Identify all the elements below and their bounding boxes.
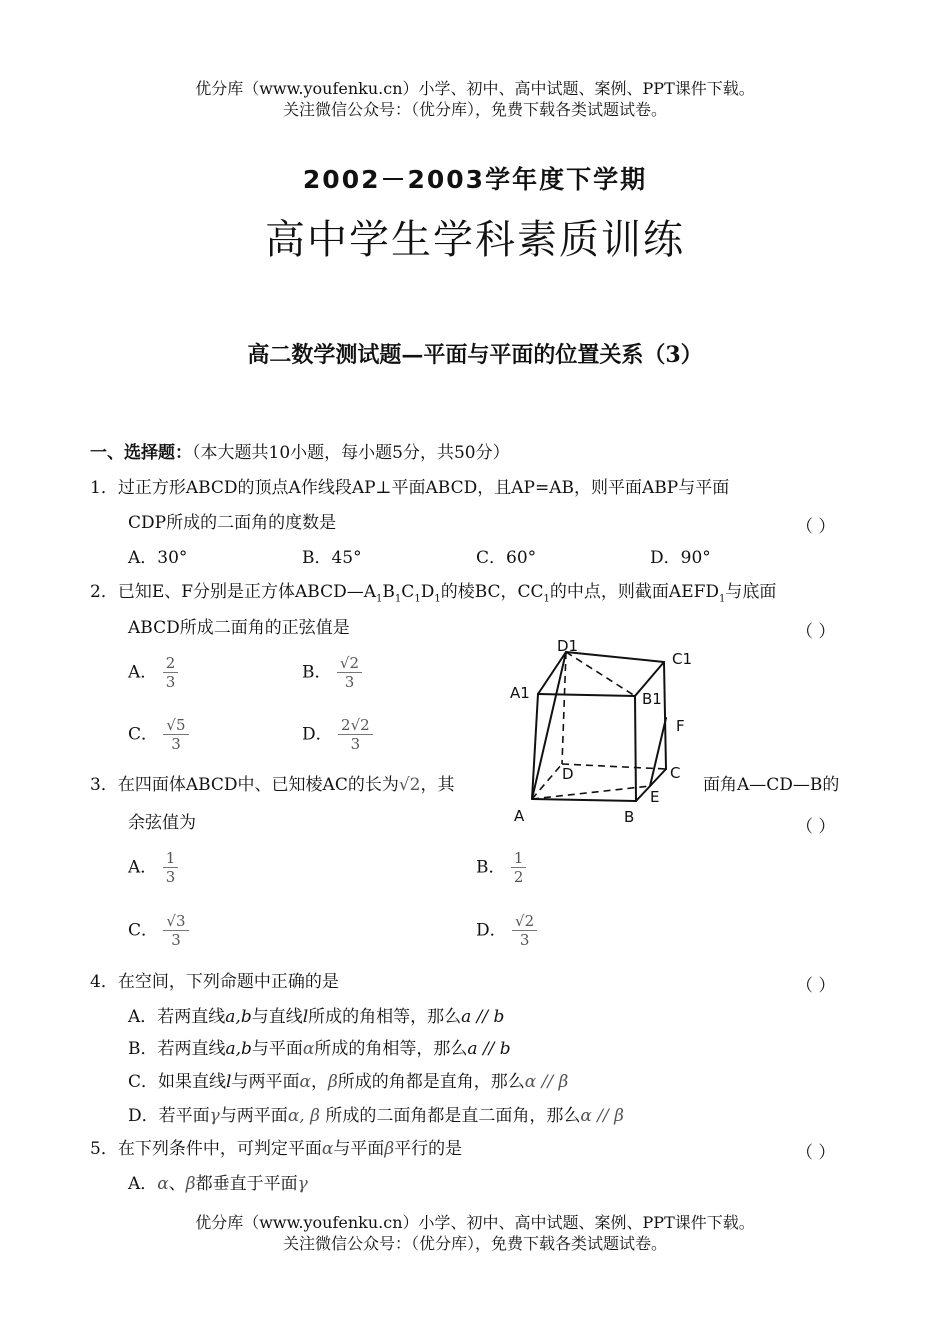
page-title: 高中学生学科素质训练 — [265, 217, 685, 263]
text-part: 所成的角都是直角，那么 — [337, 1072, 525, 1092]
q2-text-part: 的棱BC，CC — [440, 582, 544, 602]
text-part: ， — [310, 1072, 328, 1092]
label-f: F — [676, 717, 685, 735]
math-var: l — [226, 1072, 232, 1092]
q3-text2: 余弦值为 — [128, 813, 196, 833]
q2-stem-line1 — [90, 581, 776, 610]
fraction — [163, 654, 179, 691]
math-var: a,b — [225, 1039, 252, 1059]
math-var: a // b — [467, 1039, 511, 1059]
text-part: B．若两直线 — [128, 1039, 226, 1059]
text-part: 与平面 — [333, 1139, 385, 1159]
option-label: A． — [128, 857, 158, 878]
math-var: γ — [297, 1174, 308, 1194]
text-part: A． — [128, 1174, 158, 1194]
numerator: √2 — [512, 912, 537, 931]
text-part: 所成的二面角都是直二面角，那么 — [319, 1106, 581, 1126]
option-label: B． — [476, 857, 506, 878]
math-var: β — [384, 1139, 395, 1159]
math-var: γ — [209, 1106, 220, 1126]
q1-answer-paren: （ ） — [796, 517, 836, 537]
denominator: 3 — [350, 735, 361, 753]
edge-b1-b — [635, 696, 636, 801]
footer-line-2: 关注微信公众号：（优分库），免费下载各类试题试卷。 — [282, 1234, 667, 1253]
text-part: 与直线 — [251, 1007, 303, 1027]
option-label: D． — [476, 920, 507, 941]
q1-option-b: B．45° — [302, 548, 362, 568]
q2-text-part: 与底面 — [725, 582, 777, 602]
q4-stem — [90, 971, 339, 993]
subscript: 1 — [543, 593, 550, 605]
numerator: √3 — [163, 912, 188, 931]
numerator: 2√2 — [338, 716, 373, 735]
q1-option-d: D．90° — [650, 548, 711, 568]
q3-option-c — [128, 912, 189, 949]
math-var: α — [299, 1072, 311, 1092]
q3-option-a — [128, 849, 178, 886]
q2-number: 2． — [90, 582, 118, 602]
q3-text-part: ，其 — [420, 775, 455, 795]
label-a1: A1 — [510, 684, 530, 702]
subscript: 1 — [376, 593, 383, 605]
cube-edges — [532, 652, 666, 801]
sqrt-two: √2 — [398, 775, 421, 795]
label-c1: C1 — [672, 650, 693, 668]
numerator: √2 — [337, 654, 362, 673]
q1-text1: 过正方形ABCD的顶点A作线段AP⊥平面ABCD，且AP=AB，则平面ABP与平面 — [117, 478, 730, 498]
math-var: α // β — [580, 1106, 624, 1126]
denominator: 2 — [513, 868, 524, 886]
q1-stem-line1 — [90, 477, 729, 499]
math-var: α — [157, 1174, 169, 1194]
fraction — [511, 849, 527, 886]
label-e: E — [650, 788, 660, 806]
option-label: C． — [128, 920, 159, 941]
text-part: 所成的角相等，那么 — [308, 1007, 462, 1027]
semester-subtitle: 2002－2003学年度下学期 — [302, 165, 648, 194]
q5-stem — [90, 1138, 462, 1160]
q1-option-c: C．60° — [476, 548, 537, 568]
math-var: β — [185, 1174, 196, 1194]
option-label: C． — [128, 724, 159, 745]
q2-option-d — [302, 716, 373, 753]
text-part: 在下列条件中，可判定平面 — [117, 1139, 322, 1159]
denominator: 3 — [171, 735, 181, 753]
label-b1: B1 — [642, 690, 662, 708]
denominator: 3 — [171, 931, 181, 949]
subscript: 1 — [414, 593, 421, 605]
edge-a-e — [532, 786, 650, 799]
text-part: 与两平面 — [231, 1072, 300, 1092]
edge-a1-b1 — [538, 694, 635, 696]
edge-a-b — [532, 799, 636, 801]
footer-line-1: 优分库（www.youfenku.cn）小学、初中、高中试题、案例、PPT课件下载。 — [195, 1213, 755, 1232]
q2-option-a — [128, 654, 178, 691]
q4-text: 在空间，下列命题中正确的是 — [117, 972, 339, 992]
subscript: 1 — [719, 593, 726, 605]
q3-text-part: 在四面体ABCD中、已知棱AC的长为 — [117, 775, 399, 795]
cube-figure — [500, 636, 700, 831]
math-var: a,b — [225, 1007, 252, 1027]
q4-option-a — [128, 1006, 504, 1028]
text-part: D．若平面 — [128, 1106, 210, 1126]
text-part: 、 — [168, 1174, 186, 1194]
option-label: B． — [302, 662, 332, 683]
q3-number: 3． — [90, 775, 118, 795]
fraction — [512, 912, 537, 949]
text-part: 都垂直于平面 — [195, 1174, 298, 1194]
text-part: C．如果直线 — [128, 1072, 227, 1092]
q2-text-part: 的中点，则截面AEFD — [549, 582, 720, 602]
q3-answer-paren: （ ） — [796, 817, 836, 837]
text-part: A．若两直线 — [128, 1007, 226, 1027]
math-var: α, β — [287, 1106, 320, 1126]
q3-option-b — [476, 849, 526, 886]
q2-text-part: 已知E、F分别是正方体ABCD—A — [117, 582, 377, 602]
denominator: 3 — [165, 868, 176, 886]
edge-c1-c — [664, 662, 666, 769]
label-c: C — [670, 764, 681, 782]
test-title: 高二数学测试题—平面与平面的位置关系（3） — [247, 342, 703, 368]
text-part: 与两平面 — [219, 1106, 288, 1126]
text-part: 平行的是 — [394, 1139, 463, 1159]
q1-number: 1． — [90, 478, 118, 498]
numerator: 2 — [163, 654, 179, 673]
q1-option-a: A．30° — [128, 548, 188, 568]
q2-text-part: B — [382, 582, 395, 602]
q4-number: 4． — [90, 972, 118, 992]
fraction — [163, 912, 188, 949]
numerator: 1 — [511, 849, 527, 868]
q2-option-c — [128, 716, 189, 753]
q5-answer-paren: （ ） — [796, 1143, 836, 1163]
denominator: 3 — [344, 673, 355, 691]
math-var: α — [321, 1139, 334, 1159]
header-line-1: 优分库（www.youfenku.cn）小学、初中、高中试题、案例、PPT课件下载。 — [195, 79, 755, 98]
math-var: a // b — [461, 1007, 505, 1027]
fraction — [163, 849, 179, 886]
label-d: D — [562, 765, 574, 783]
q2-option-b — [302, 654, 362, 691]
numerator: √5 — [163, 716, 188, 735]
q3-option-d — [476, 912, 537, 949]
edge-e-f — [650, 718, 666, 786]
q4-answer-paren: （ ） — [796, 976, 836, 996]
q3-stem-line1-left — [90, 774, 455, 796]
section-heading — [90, 442, 510, 464]
math-var: β — [327, 1072, 338, 1092]
fraction — [338, 716, 373, 753]
numerator: 1 — [163, 849, 179, 868]
denominator: 3 — [165, 673, 176, 691]
q2-text-part: C — [401, 582, 415, 602]
math-var: α // β — [524, 1072, 569, 1092]
section-note: （本大题共10小题，每小题5分，共50分） — [192, 443, 510, 463]
fraction — [163, 716, 188, 753]
text-part: 所成的角相等，那么 — [314, 1039, 468, 1059]
q2-text-part: D — [420, 582, 435, 602]
q3-text1-right: 面角A—CD—B的 — [703, 775, 840, 795]
q1-text2: CDP所成的二面角的度数是 — [128, 513, 337, 533]
label-b: B — [624, 808, 635, 826]
q2-answer-paren: （ ） — [796, 622, 836, 642]
q5-number: 5． — [90, 1139, 118, 1159]
math-var: α — [302, 1039, 315, 1059]
option-label: D． — [302, 724, 333, 745]
header-line-2: 关注微信公众号：（优分库），免费下载各类试题试卷。 — [282, 100, 667, 119]
option-label: A． — [128, 662, 158, 683]
label-d1: D1 — [557, 637, 579, 655]
q4-option-c — [128, 1071, 568, 1093]
q5-option-a — [128, 1173, 308, 1195]
math-var: l — [302, 1007, 309, 1027]
section-label: 一、选择题： — [90, 443, 192, 463]
label-a: A — [514, 807, 525, 825]
q4-option-d — [128, 1105, 624, 1127]
denominator: 3 — [519, 931, 530, 949]
q4-option-b — [128, 1038, 511, 1060]
subscript: 1 — [434, 593, 441, 605]
subscript: 1 — [394, 593, 402, 605]
text-part: 与平面 — [251, 1039, 303, 1059]
q2-text2: ABCD所成二面角的正弦值是 — [128, 618, 350, 638]
edge-d-c — [562, 764, 666, 769]
fraction — [337, 654, 362, 691]
